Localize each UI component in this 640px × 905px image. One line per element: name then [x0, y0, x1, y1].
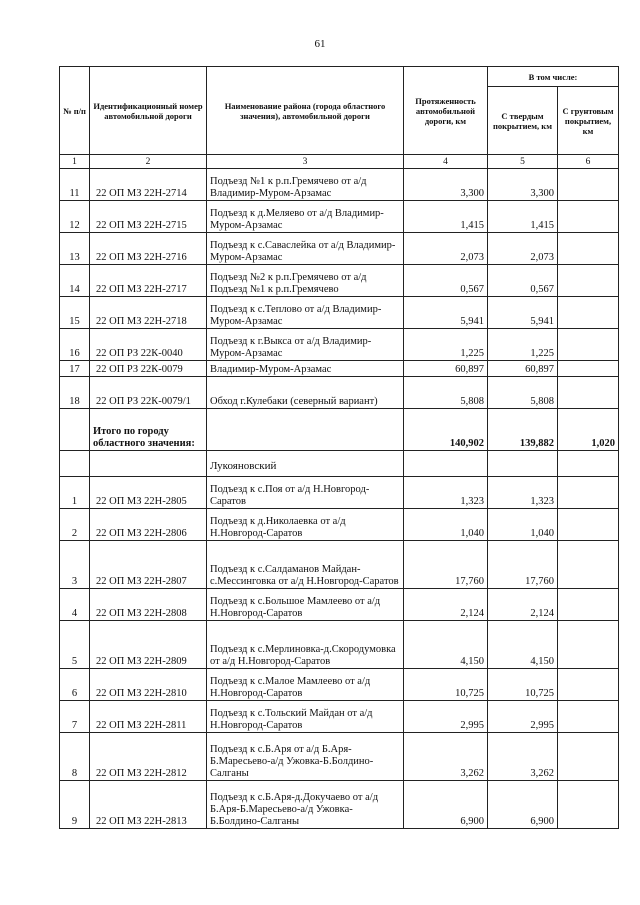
- row-number: 3: [60, 541, 90, 589]
- column-number: 1: [60, 155, 90, 169]
- header-length: Протяженность автомобильной дороги, км: [404, 67, 488, 155]
- dirt-surface-length: [558, 265, 619, 297]
- column-number: 6: [558, 155, 619, 169]
- road-id: 22 ОП МЗ 22Н-2714: [90, 169, 207, 201]
- hard-surface-length: 3,262: [488, 733, 558, 781]
- road-length: 1,415: [404, 201, 488, 233]
- dirt-surface-length: [558, 233, 619, 265]
- row-number: 5: [60, 621, 90, 669]
- header-hard: С твердым покрытием, км: [488, 87, 558, 155]
- district-name: Лукояновский: [210, 460, 277, 472]
- row-number: 16: [60, 329, 90, 361]
- row-number: 13: [60, 233, 90, 265]
- hard-surface-length: 2,995: [488, 701, 558, 733]
- road-name: Подъезд №1 к р.п.Гремячево от а/д Владимир-Муром-Арзамас: [207, 169, 404, 201]
- road-id: 22 ОП МЗ 22Н-2717: [90, 265, 207, 297]
- dirt-surface-length: [558, 621, 619, 669]
- road-name: Подъезд к с.Саваслейка от а/д Владимир-Муром-Арзамас: [207, 233, 404, 265]
- hard-surface-length: 5,808: [488, 377, 558, 409]
- total-row: [60, 409, 619, 451]
- road-id: 22 ОП МЗ 22Н-2812: [90, 733, 207, 781]
- road-id: 22 ОП МЗ 22Н-2811: [90, 701, 207, 733]
- table-header: [60, 67, 619, 169]
- table-row: [60, 621, 619, 669]
- page-number: 61: [314, 38, 326, 50]
- row-number: 6: [60, 669, 90, 701]
- dirt-surface-length: [558, 297, 619, 329]
- row-number: 18: [60, 377, 90, 409]
- road-length: 4,150: [404, 621, 488, 669]
- road-length: 3,262: [404, 733, 488, 781]
- road-length: 1,323: [404, 477, 488, 509]
- table-row: [60, 297, 619, 329]
- road-name: Подъезд к д.Николаевка от а/д Н.Новгород-Саратов: [207, 509, 404, 541]
- road-name: Подъезд №2 к р.п.Гремячево от а/д Подъезд №1 к р.п.Гремячево: [207, 265, 404, 297]
- road-id: 22 ОП МЗ 22Н-2808: [90, 589, 207, 621]
- district-blank: [404, 451, 488, 477]
- table-row: [60, 781, 619, 829]
- hard-surface-length: 1,415: [488, 201, 558, 233]
- dirt-surface-length: [558, 169, 619, 201]
- header-dirt: С грунтовым покрытием, км: [558, 87, 619, 155]
- row-number: 4: [60, 589, 90, 621]
- table-row: [60, 669, 619, 701]
- road-id: 22 ОП МЗ 22Н-2809: [90, 621, 207, 669]
- column-number: 5: [488, 155, 558, 169]
- hard-surface-length: 1,225: [488, 329, 558, 361]
- table-body: [60, 169, 619, 829]
- hard-surface-length: 5,941: [488, 297, 558, 329]
- hard-surface-length: 3,300: [488, 169, 558, 201]
- road-length: 10,725: [404, 669, 488, 701]
- road-name: Подъезд к с.Поя от а/д Н.Новгород-Саратов: [207, 477, 404, 509]
- road-name: Подъезд к г.Выкса от а/д Владимир-Муром-Арзамас: [207, 329, 404, 361]
- road-name: Подъезд к с.Б.Аря от а/д Б.Аря-Б.Маресьево-а/д Ужовка-Б.Болдино-Салганы: [207, 733, 404, 781]
- hard-surface-length: 0,567: [488, 265, 558, 297]
- row-number: 14: [60, 265, 90, 297]
- table-row: [60, 201, 619, 233]
- road-id: 22 ОП РЗ 22К-0079: [90, 361, 207, 377]
- road-length: 17,760: [404, 541, 488, 589]
- row-number: 9: [60, 781, 90, 829]
- roads-table: [59, 66, 619, 829]
- hard-surface-length: 60,897: [488, 361, 558, 377]
- row-number: 2: [60, 509, 90, 541]
- hard-surface-length: 2,073: [488, 233, 558, 265]
- dirt-surface-length: [558, 477, 619, 509]
- column-numbers-row: [60, 155, 619, 169]
- dirt-surface-length: [558, 781, 619, 829]
- header-name: Наименование района (города областного значения), автомобильной дороги: [207, 67, 404, 155]
- road-id: 22 ОП МЗ 22Н-2813: [90, 781, 207, 829]
- table-row: [60, 509, 619, 541]
- road-length: 5,941: [404, 297, 488, 329]
- dirt-surface-length: [558, 377, 619, 409]
- header-incl: В том числе:: [488, 67, 619, 87]
- row-number: 12: [60, 201, 90, 233]
- column-number: 3: [207, 155, 404, 169]
- table-row: [60, 361, 619, 377]
- hard-surface-length: 1,040: [488, 509, 558, 541]
- road-id: 22 ОП МЗ 22Н-2718: [90, 297, 207, 329]
- hard-surface-length: 10,725: [488, 669, 558, 701]
- road-name: Подъезд к с.Б.Аря-д.Докучаево от а/д Б.Аря-Б.Маресьево-а/д Ужовка-Б.Болдино-Салганы: [207, 781, 404, 829]
- total-blank: [60, 409, 90, 451]
- total-length: 140,902: [404, 409, 488, 451]
- table-row: [60, 701, 619, 733]
- road-name: Подъезд к с.Салдаманов Майдан-с.Мессинговка от а/д Н.Новгород-Саратов: [207, 541, 404, 589]
- road-length: 0,567: [404, 265, 488, 297]
- road-name: Подъезд к с.Большое Мамлеево от а/д Н.Новгород-Саратов: [207, 589, 404, 621]
- road-name: Подъезд к с.Тольский Майдан от а/д Н.Новгород-Саратов: [207, 701, 404, 733]
- total-label: Итого по городу областного значения:: [90, 409, 207, 451]
- row-number: 11: [60, 169, 90, 201]
- table-row: [60, 589, 619, 621]
- total-blank: [207, 409, 404, 451]
- hard-surface-length: 17,760: [488, 541, 558, 589]
- district-blank: [90, 451, 207, 477]
- table-row: [60, 377, 619, 409]
- column-number: 2: [90, 155, 207, 169]
- row-number: 17: [60, 361, 90, 377]
- road-id: 22 ОП МЗ 22Н-2810: [90, 669, 207, 701]
- road-length: 2,995: [404, 701, 488, 733]
- road-length: 3,300: [404, 169, 488, 201]
- table-row: [60, 265, 619, 297]
- road-length: 1,040: [404, 509, 488, 541]
- dirt-surface-length: [558, 589, 619, 621]
- road-id: 22 ОП МЗ 22Н-2715: [90, 201, 207, 233]
- district-row: [60, 451, 619, 477]
- table-row: [60, 329, 619, 361]
- road-name: Обход г.Кулебаки (северный вариант): [207, 377, 404, 409]
- road-id: 22 ОП РЗ 22К-0079/1: [90, 377, 207, 409]
- table-row: [60, 233, 619, 265]
- dirt-surface-length: [558, 733, 619, 781]
- row-number: 8: [60, 733, 90, 781]
- road-id: 22 ОП МЗ 22Н-2806: [90, 509, 207, 541]
- header-num: № п/п: [60, 67, 90, 155]
- district-name-cell: [207, 451, 404, 477]
- road-name: Подъезд к с.Теплово от а/д Владимир-Муром-Арзамас: [207, 297, 404, 329]
- dirt-surface-length: [558, 361, 619, 377]
- table-row: [60, 169, 619, 201]
- road-name: Владимир-Муром-Арзамас: [207, 361, 404, 377]
- row-number: 7: [60, 701, 90, 733]
- road-id: 22 ОП РЗ 22К-0040: [90, 329, 207, 361]
- district-blank: [558, 451, 619, 477]
- district-blank: [60, 451, 90, 477]
- dirt-surface-length: [558, 701, 619, 733]
- dirt-surface-length: [558, 509, 619, 541]
- header-id: Идентификационный номер автомобильной дороги: [90, 67, 207, 155]
- hard-surface-length: 6,900: [488, 781, 558, 829]
- table-row: [60, 541, 619, 589]
- district-blank: [488, 451, 558, 477]
- row-number: 15: [60, 297, 90, 329]
- road-length: 60,897: [404, 361, 488, 377]
- total-dirt: 1,020: [558, 409, 619, 451]
- dirt-surface-length: [558, 669, 619, 701]
- hard-surface-length: 4,150: [488, 621, 558, 669]
- road-length: 1,225: [404, 329, 488, 361]
- road-id: 22 ОП МЗ 22Н-2716: [90, 233, 207, 265]
- road-id: 22 ОП МЗ 22Н-2807: [90, 541, 207, 589]
- dirt-surface-length: [558, 329, 619, 361]
- road-length: 2,073: [404, 233, 488, 265]
- table-row: [60, 733, 619, 781]
- column-number: 4: [404, 155, 488, 169]
- total-hard: 139,882: [488, 409, 558, 451]
- hard-surface-length: 1,323: [488, 477, 558, 509]
- road-length: 5,808: [404, 377, 488, 409]
- road-name: Подъезд к с.Мерлиновка-д.Скородумовка от а/д Н.Новгород-Саратов: [207, 621, 404, 669]
- road-length: 6,900: [404, 781, 488, 829]
- dirt-surface-length: [558, 541, 619, 589]
- hard-surface-length: 2,124: [488, 589, 558, 621]
- dirt-surface-length: [558, 201, 619, 233]
- table-row: [60, 477, 619, 509]
- road-length: 2,124: [404, 589, 488, 621]
- road-name: Подъезд к с.Малое Мамлеево от а/д Н.Новгород-Саратов: [207, 669, 404, 701]
- row-number: 1: [60, 477, 90, 509]
- road-id: 22 ОП МЗ 22Н-2805: [90, 477, 207, 509]
- road-name: Подъезд к д.Меляево от а/д Владимир-Муром-Арзамас: [207, 201, 404, 233]
